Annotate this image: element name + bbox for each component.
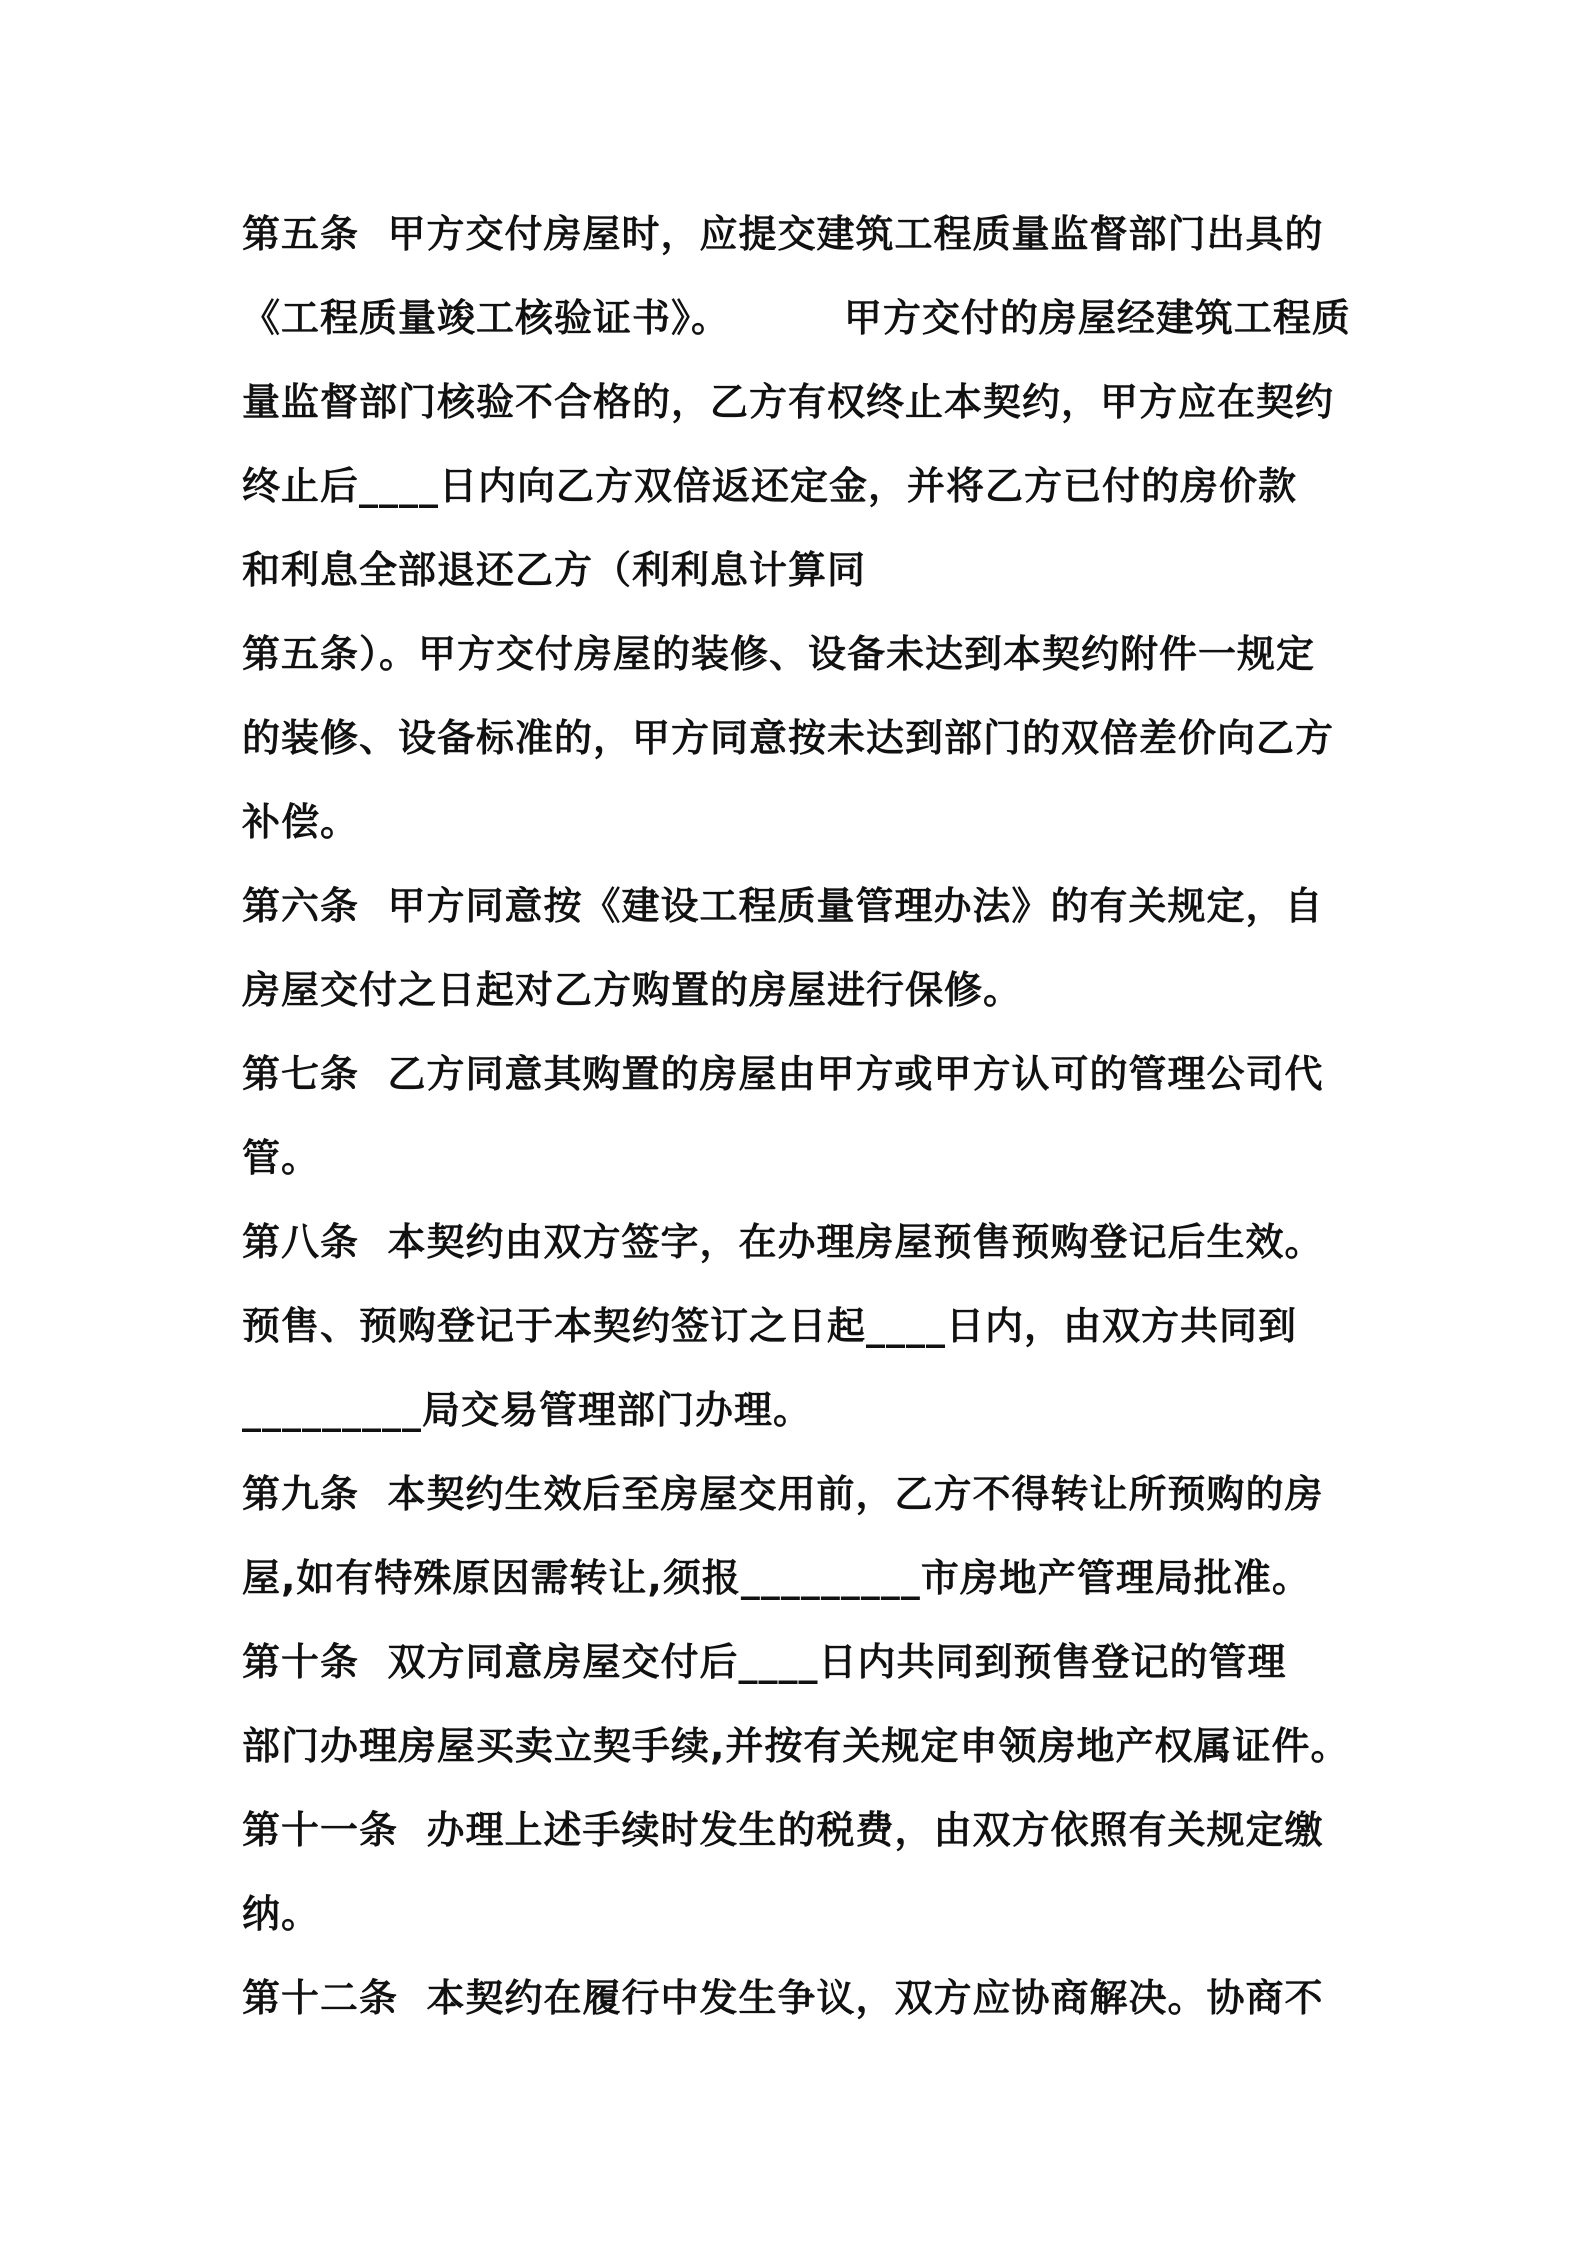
text-line: 房屋交付之日起对乙方购置的房屋进行保修。 — [242, 968, 1023, 1012]
text-line: _________局交易管理部门办理。 — [242, 1388, 813, 1432]
text-line: 第十条 双方同意房屋交付后____日内共同到预售登记的管理 — [242, 1640, 1287, 1684]
text-line: 第七条 乙方同意其购置的房屋由甲方或甲方认可的管理公司代 — [242, 1052, 1324, 1096]
text-line: 部门办理房屋买卖立契手续,并按有关规定申领房地产权属证件。 — [242, 1724, 1350, 1768]
text-line: 第十二条 本契约在履行中发生争议，双方应协商解决。协商不 — [242, 1976, 1324, 2020]
text-line: 管。 — [242, 1136, 321, 1180]
text-line: 量监督部门核验不合格的，乙方有权终止本契约，甲方应在契约 — [242, 380, 1335, 424]
text-line: 第九条 本契约生效后至房屋交用前，乙方不得转让所预购的房 — [242, 1472, 1324, 1516]
text-line: 预售、预购登记于本契约签订之日起____日内，由双方共同到 — [242, 1304, 1298, 1348]
text-line: 终止后____日内向乙方双倍返还定金，并将乙方已付的房价款 — [242, 464, 1298, 508]
text-line: 补偿。 — [242, 800, 360, 844]
text-line: 第八条 本契约由双方签字，在办理房屋预售预购登记后生效。 — [242, 1220, 1324, 1264]
contract-text-block — [242, 192, 1392, 2040]
text-line: 屋,如有特殊原因需转让,须报_________市房地产管理局批准。 — [242, 1556, 1311, 1600]
text-line: 的装修、设备标准的，甲方同意按未达到部门的双倍差价向乙方 — [242, 716, 1335, 760]
text-line: 和利息全部退还乙方（利利息计算同 — [242, 548, 867, 592]
text-line: 纳。 — [242, 1892, 321, 1936]
text-line: 第五条）。甲方交付房屋的装修、设备未达到本契约附件一规定 — [242, 632, 1316, 676]
text-line: 《工程质量竣工核验证书》。 甲方交付的房屋经建筑工程质 — [242, 296, 1351, 340]
text-line: 第五条 甲方交付房屋时，应提交建筑工程质量监督部门出具的 — [242, 212, 1324, 256]
text-line: 第六条 甲方同意按《建设工程质量管理办法》的有关规定，自 — [242, 884, 1324, 928]
text-line: 第十一条 办理上述手续时发生的税费，由双方依照有关规定缴 — [242, 1808, 1324, 1852]
